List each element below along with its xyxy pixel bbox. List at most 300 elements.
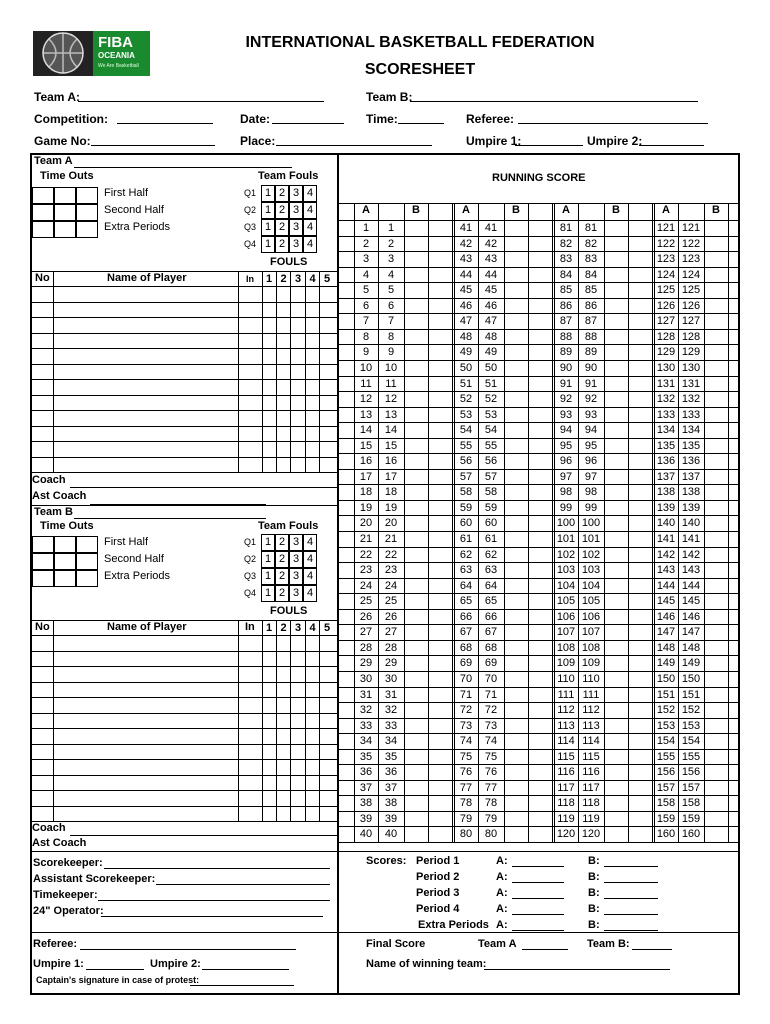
score-b-cell[interactable]: 155 — [681, 750, 701, 763]
score-b-cell[interactable]: 13 — [384, 408, 398, 421]
score-a-cell[interactable]: 74 — [459, 735, 473, 748]
score-a-cell[interactable]: 158 — [656, 797, 676, 810]
period-a-field[interactable] — [512, 930, 564, 931]
score-b-cell[interactable]: 74 — [484, 735, 498, 748]
score-a-cell[interactable]: 156 — [656, 766, 676, 779]
score-b-cell[interactable]: 80 — [484, 828, 498, 841]
score-a-cell[interactable]: 72 — [459, 704, 473, 717]
period-b-field[interactable] — [604, 898, 658, 899]
score-b-cell[interactable]: 150 — [681, 672, 701, 685]
score-a-cell[interactable]: 30 — [359, 672, 373, 685]
timekeeper-field[interactable] — [98, 900, 330, 901]
score-b-cell[interactable]: 11 — [385, 377, 397, 390]
score-b-cell[interactable]: 126 — [681, 299, 701, 312]
score-a-cell[interactable]: 67 — [459, 626, 473, 639]
score-b-cell[interactable]: 148 — [681, 641, 701, 654]
score-a-cell[interactable]: 45 — [459, 284, 473, 297]
score-a-cell[interactable]: 55 — [459, 439, 473, 452]
team-b-team-foul-cell[interactable]: 2 — [275, 585, 289, 602]
score-a-cell[interactable]: 71 — [459, 688, 473, 701]
score-b-cell[interactable]: 52 — [484, 393, 498, 406]
score-a-cell[interactable]: 134 — [656, 424, 676, 437]
score-a-cell[interactable]: 76 — [459, 766, 473, 779]
score-a-cell[interactable]: 121 — [656, 222, 676, 234]
score-b-cell[interactable]: 118 — [582, 797, 600, 810]
team-b-timeout-box[interactable] — [54, 570, 76, 587]
team-a-team-foul-cell[interactable]: 2 — [275, 185, 289, 202]
score-b-cell[interactable]: 140 — [681, 517, 701, 530]
score-a-cell[interactable]: 13 — [359, 408, 373, 421]
score-b-cell[interactable]: 55 — [484, 439, 498, 452]
score-a-cell[interactable]: 31 — [359, 688, 373, 701]
team-b-timeout-box[interactable] — [54, 536, 76, 553]
team-b-timeout-box[interactable] — [76, 570, 98, 587]
score-a-cell[interactable]: 160 — [656, 828, 676, 841]
score-a-cell[interactable]: 131 — [656, 377, 676, 390]
score-b-cell[interactable]: 4 — [387, 268, 395, 281]
score-b-cell[interactable]: 95 — [584, 439, 598, 452]
score-a-cell[interactable]: 148 — [656, 641, 676, 654]
score-b-cell[interactable]: 72 — [484, 704, 498, 717]
score-b-cell[interactable]: 157 — [681, 781, 701, 794]
score-b-cell[interactable]: 138 — [681, 486, 701, 499]
score-b-cell[interactable]: 67 — [484, 626, 498, 639]
score-b-cell[interactable]: 121 — [681, 222, 701, 234]
team-b-player-row[interactable] — [30, 697, 338, 712]
score-a-cell[interactable]: 118 — [557, 797, 575, 810]
score-a-cell[interactable]: 77 — [459, 781, 473, 794]
score-b-cell[interactable]: 27 — [384, 626, 398, 639]
score-b-cell[interactable]: 1 — [387, 222, 395, 234]
score-b-cell[interactable]: 147 — [681, 626, 701, 639]
score-a-cell[interactable]: 68 — [459, 641, 473, 654]
score-a-cell[interactable]: 157 — [656, 781, 676, 794]
score-a-cell[interactable]: 88 — [559, 330, 573, 343]
score-a-cell[interactable]: 11 — [360, 377, 372, 390]
score-b-cell[interactable]: 128 — [681, 330, 701, 343]
team-b-player-row[interactable] — [30, 806, 338, 821]
score-a-cell[interactable]: 123 — [656, 253, 676, 266]
team-a-team-foul-cell[interactable]: 1 — [261, 219, 275, 236]
score-b-cell[interactable]: 112 — [582, 704, 600, 717]
score-b-cell[interactable]: 70 — [484, 672, 498, 685]
score-b-cell[interactable]: 129 — [681, 346, 701, 359]
score-b-cell[interactable]: 14 — [384, 424, 398, 437]
score-a-cell[interactable]: 128 — [656, 330, 676, 343]
score-a-cell[interactable]: 154 — [656, 735, 676, 748]
game-no-field[interactable] — [91, 145, 215, 146]
score-b-cell[interactable]: 158 — [681, 797, 701, 810]
score-a-cell[interactable]: 132 — [656, 393, 676, 406]
score-b-cell[interactable]: 65 — [484, 595, 498, 608]
score-b-cell[interactable]: 108 — [581, 641, 601, 654]
team-b-team-foul-cell[interactable]: 3 — [289, 551, 303, 568]
score-b-cell[interactable]: 132 — [681, 393, 701, 406]
score-a-cell[interactable]: 81 — [559, 222, 573, 234]
team-b-timeout-box[interactable] — [32, 570, 54, 587]
score-b-cell[interactable]: 64 — [484, 579, 498, 592]
score-b-cell[interactable]: 87 — [584, 315, 598, 328]
score-b-cell[interactable]: 45 — [484, 284, 498, 297]
score-a-cell[interactable]: 65 — [459, 595, 473, 608]
team-a-name-field[interactable] — [74, 167, 292, 168]
score-a-cell[interactable]: 64 — [459, 579, 473, 592]
score-a-cell[interactable]: 114 — [557, 735, 575, 748]
score-b-cell[interactable]: 19 — [384, 501, 398, 514]
umpire2-field[interactable] — [639, 145, 704, 146]
score-a-cell[interactable]: 57 — [459, 470, 473, 483]
team-b-player-row[interactable] — [30, 775, 338, 790]
team-a-team-foul-cell[interactable]: 1 — [261, 202, 275, 219]
score-b-cell[interactable]: 145 — [681, 595, 701, 608]
team-a-player-row[interactable] — [30, 302, 338, 317]
score-a-cell[interactable]: 32 — [359, 704, 373, 717]
score-a-cell[interactable]: 33 — [359, 719, 373, 732]
score-a-cell[interactable]: 21 — [359, 533, 373, 545]
period-a-field[interactable] — [512, 866, 564, 867]
score-a-cell[interactable]: 54 — [459, 424, 473, 437]
team-a-team-foul-cell[interactable]: 4 — [303, 202, 317, 219]
team-a-team-foul-cell[interactable]: 4 — [303, 185, 317, 202]
team-b-player-row[interactable] — [30, 728, 338, 743]
score-b-cell[interactable]: 160 — [681, 828, 701, 841]
score-a-cell[interactable]: 99 — [559, 501, 573, 514]
score-a-cell[interactable]: 83 — [559, 253, 573, 266]
score-b-cell[interactable]: 99 — [584, 501, 598, 514]
score-b-cell[interactable]: 115 — [582, 750, 600, 763]
score-a-cell[interactable]: 143 — [656, 564, 676, 577]
score-b-cell[interactable]: 136 — [681, 455, 701, 468]
score-b-cell[interactable]: 40 — [384, 828, 398, 841]
score-a-cell[interactable]: 109 — [556, 657, 576, 670]
team-a-timeout-box[interactable] — [32, 187, 54, 204]
score-b-cell[interactable]: 142 — [681, 548, 701, 561]
score-a-cell[interactable]: 39 — [359, 812, 373, 825]
score-a-cell[interactable]: 142 — [656, 548, 676, 561]
score-a-cell[interactable]: 119 — [557, 812, 575, 825]
score-b-cell[interactable]: 35 — [384, 750, 398, 763]
score-b-cell[interactable]: 103 — [581, 564, 601, 577]
score-b-cell[interactable]: 134 — [681, 424, 701, 437]
score-a-cell[interactable]: 22 — [359, 548, 373, 561]
score-a-cell[interactable]: 42 — [459, 237, 473, 250]
score-a-cell[interactable]: 130 — [656, 361, 676, 374]
time-field[interactable] — [398, 123, 444, 124]
team-b-name-field[interactable] — [74, 518, 266, 519]
score-b-cell[interactable]: 20 — [384, 517, 398, 530]
score-a-cell[interactable]: 26 — [359, 610, 373, 623]
score-b-cell[interactable]: 9 — [387, 346, 395, 359]
period-a-field[interactable] — [512, 882, 564, 883]
score-b-cell[interactable]: 120 — [581, 828, 601, 841]
team-b-team-foul-cell[interactable]: 2 — [275, 551, 289, 568]
score-b-cell[interactable]: 21 — [384, 533, 398, 545]
score-b-cell[interactable]: 61 — [484, 533, 498, 545]
score-b-cell[interactable]: 124 — [681, 268, 701, 281]
score-a-cell[interactable]: 17 — [359, 470, 373, 483]
date-field[interactable] — [272, 123, 344, 124]
score-a-cell[interactable]: 51 — [459, 377, 473, 390]
score-b-cell[interactable]: 50 — [484, 361, 498, 374]
score-b-cell[interactable]: 59 — [484, 501, 498, 514]
score-b-cell[interactable]: 144 — [681, 579, 701, 592]
team-a-team-foul-cell[interactable]: 4 — [303, 219, 317, 236]
score-b-cell[interactable]: 119 — [582, 812, 600, 825]
score-b-cell[interactable]: 149 — [681, 657, 701, 670]
score-a-cell[interactable]: 108 — [556, 641, 576, 654]
score-a-cell[interactable]: 152 — [656, 704, 676, 717]
score-b-cell[interactable]: 156 — [681, 766, 701, 779]
score-a-cell[interactable]: 117 — [557, 781, 575, 794]
score-a-cell[interactable]: 61 — [459, 533, 473, 545]
team-a-timeout-box[interactable] — [32, 221, 54, 238]
score-b-cell[interactable]: 38 — [384, 797, 398, 810]
score-a-cell[interactable]: 110 — [557, 672, 575, 685]
score-b-cell[interactable]: 153 — [681, 719, 701, 732]
period-b-field[interactable] — [604, 914, 658, 915]
period-b-field[interactable] — [604, 882, 658, 883]
score-a-cell[interactable]: 122 — [656, 237, 676, 250]
score-a-cell[interactable]: 106 — [556, 610, 576, 623]
score-a-cell[interactable]: 15 — [359, 439, 373, 452]
score-a-cell[interactable]: 87 — [559, 315, 573, 328]
score-b-cell[interactable]: 46 — [484, 299, 498, 312]
score-a-cell[interactable]: 137 — [656, 470, 676, 483]
score-a-cell[interactable]: 90 — [559, 361, 573, 374]
team-a-team-foul-cell[interactable]: 3 — [289, 202, 303, 219]
score-b-cell[interactable]: 90 — [584, 361, 598, 374]
team-b-timeout-box[interactable] — [76, 553, 98, 570]
score-a-cell[interactable]: 98 — [559, 486, 573, 499]
team-a-team-foul-cell[interactable]: 1 — [261, 236, 275, 253]
score-a-cell[interactable]: 96 — [559, 455, 573, 468]
score-a-cell[interactable]: 40 — [359, 828, 373, 841]
score-a-cell[interactable]: 153 — [656, 719, 676, 732]
score-b-cell[interactable]: 101 — [581, 533, 601, 545]
team-a-player-row[interactable] — [30, 441, 338, 456]
score-a-cell[interactable]: 60 — [459, 517, 473, 530]
umpire1-sign-field[interactable] — [86, 969, 144, 970]
team-b-field[interactable] — [410, 101, 698, 102]
score-b-cell[interactable]: 58 — [484, 486, 498, 499]
score-b-cell[interactable]: 2 — [387, 237, 395, 250]
score-b-cell[interactable]: 25 — [384, 595, 398, 608]
score-b-cell[interactable]: 57 — [484, 470, 498, 483]
score-a-cell[interactable]: 91 — [559, 377, 573, 390]
score-b-cell[interactable]: 130 — [681, 361, 701, 374]
score-b-cell[interactable]: 44 — [484, 268, 498, 281]
score-a-cell[interactable]: 104 — [556, 579, 576, 592]
score-b-cell[interactable]: 29 — [384, 657, 398, 670]
score-a-cell[interactable]: 48 — [459, 330, 473, 343]
score-b-cell[interactable]: 127 — [681, 315, 701, 328]
score-a-cell[interactable]: 100 — [556, 517, 576, 530]
score-a-cell[interactable]: 14 — [359, 424, 373, 437]
score-a-cell[interactable]: 19 — [359, 501, 373, 514]
score-b-cell[interactable]: 56 — [484, 455, 498, 468]
score-a-cell[interactable]: 62 — [459, 548, 473, 561]
score-b-cell[interactable]: 91 — [584, 377, 598, 390]
period-a-field[interactable] — [512, 898, 564, 899]
score-a-cell[interactable]: 53 — [459, 408, 473, 421]
team-a-timeout-box[interactable] — [76, 187, 98, 204]
score-a-cell[interactable]: 146 — [656, 610, 676, 623]
score-b-cell[interactable]: 116 — [582, 766, 600, 779]
score-a-cell[interactable]: 41 — [459, 222, 473, 234]
winning-team-field[interactable] — [484, 969, 670, 970]
final-team-b-field[interactable] — [632, 949, 672, 950]
team-b-player-row[interactable] — [30, 651, 338, 666]
team-b-player-row[interactable] — [30, 666, 338, 681]
score-b-cell[interactable]: 24 — [384, 579, 398, 592]
score-b-cell[interactable]: 113 — [582, 719, 600, 732]
team-b-player-row[interactable] — [30, 759, 338, 774]
score-a-cell[interactable]: 107 — [556, 626, 576, 639]
team-a-player-row[interactable] — [30, 348, 338, 363]
score-a-cell[interactable]: 94 — [559, 424, 573, 437]
score-b-cell[interactable]: 78 — [484, 797, 498, 810]
score-a-cell[interactable]: 52 — [459, 393, 473, 406]
team-a-coach-field[interactable] — [70, 487, 337, 488]
place-field[interactable] — [276, 145, 432, 146]
score-a-cell[interactable]: 112 — [557, 704, 575, 717]
score-b-cell[interactable]: 17 — [384, 470, 398, 483]
score-a-cell[interactable]: 85 — [559, 284, 573, 297]
score-b-cell[interactable]: 106 — [581, 610, 601, 623]
score-a-cell[interactable]: 24 — [359, 579, 373, 592]
score-a-cell[interactable]: 103 — [556, 564, 576, 577]
assistant-scorekeeper-field[interactable] — [156, 884, 330, 885]
score-b-cell[interactable]: 66 — [484, 610, 498, 623]
score-b-cell[interactable]: 68 — [484, 641, 498, 654]
score-a-cell[interactable]: 2 — [362, 237, 370, 250]
score-a-cell[interactable]: 6 — [362, 299, 370, 312]
score-a-cell[interactable]: 16 — [359, 455, 373, 468]
team-b-player-row[interactable] — [30, 635, 338, 650]
score-a-cell[interactable]: 139 — [656, 501, 676, 514]
team-b-team-foul-cell[interactable]: 1 — [261, 568, 275, 585]
captain-signature-field[interactable] — [190, 985, 294, 986]
score-b-cell[interactable]: 15 — [384, 439, 398, 452]
team-b-team-foul-cell[interactable]: 4 — [303, 534, 317, 551]
score-a-cell[interactable]: 58 — [459, 486, 473, 499]
score-b-cell[interactable]: 8 — [387, 330, 395, 343]
score-a-cell[interactable]: 145 — [656, 595, 676, 608]
score-a-cell[interactable]: 155 — [656, 750, 676, 763]
team-a-player-row[interactable] — [30, 457, 338, 472]
score-b-cell[interactable]: 47 — [484, 315, 498, 328]
score-b-cell[interactable]: 86 — [584, 299, 598, 312]
score-b-cell[interactable]: 154 — [681, 735, 701, 748]
referee-sign-field[interactable] — [80, 949, 296, 950]
score-b-cell[interactable]: 122 — [681, 237, 701, 250]
score-b-cell[interactable]: 114 — [582, 735, 600, 748]
score-b-cell[interactable]: 105 — [581, 595, 601, 608]
score-a-cell[interactable]: 20 — [359, 517, 373, 530]
team-a-timeout-box[interactable] — [54, 221, 76, 238]
score-b-cell[interactable]: 117 — [582, 781, 600, 794]
score-a-cell[interactable]: 12 — [359, 393, 373, 406]
score-a-cell[interactable]: 92 — [559, 393, 573, 406]
score-b-cell[interactable]: 152 — [681, 704, 701, 717]
score-a-cell[interactable]: 47 — [459, 315, 473, 328]
score-a-cell[interactable]: 129 — [656, 346, 676, 359]
score-b-cell[interactable]: 83 — [584, 253, 598, 266]
score-b-cell[interactable]: 151 — [681, 688, 701, 701]
score-a-cell[interactable]: 23 — [359, 564, 373, 577]
score-b-cell[interactable]: 26 — [384, 610, 398, 623]
referee-field[interactable] — [518, 123, 708, 124]
score-a-cell[interactable]: 89 — [559, 346, 573, 359]
score-a-cell[interactable]: 97 — [559, 470, 573, 483]
score-a-cell[interactable]: 113 — [557, 719, 575, 732]
score-b-cell[interactable]: 32 — [384, 704, 398, 717]
score-b-cell[interactable]: 62 — [484, 548, 498, 561]
team-b-coach-field[interactable] — [70, 835, 337, 836]
team-a-player-row[interactable] — [30, 364, 338, 379]
score-b-cell[interactable]: 10 — [384, 361, 398, 374]
team-b-timeout-box[interactable] — [54, 553, 76, 570]
score-a-cell[interactable]: 147 — [656, 626, 676, 639]
score-a-cell[interactable]: 144 — [656, 579, 676, 592]
score-a-cell[interactable]: 34 — [359, 735, 373, 748]
team-a-team-foul-cell[interactable]: 2 — [275, 202, 289, 219]
score-b-cell[interactable]: 43 — [484, 253, 498, 266]
score-b-cell[interactable]: 73 — [484, 719, 498, 732]
team-a-player-row[interactable] — [30, 395, 338, 410]
score-a-cell[interactable]: 136 — [656, 455, 676, 468]
score-b-cell[interactable]: 139 — [681, 501, 701, 514]
period-a-field[interactable] — [512, 914, 564, 915]
score-b-cell[interactable]: 76 — [484, 766, 498, 779]
score-b-cell[interactable]: 49 — [484, 346, 498, 359]
final-team-a-field[interactable] — [522, 949, 568, 950]
score-b-cell[interactable]: 125 — [681, 284, 701, 297]
score-b-cell[interactable]: 159 — [681, 812, 701, 825]
period-b-field[interactable] — [604, 930, 658, 931]
team-a-player-row[interactable] — [30, 379, 338, 394]
score-b-cell[interactable]: 54 — [484, 424, 498, 437]
score-a-cell[interactable]: 38 — [359, 797, 373, 810]
score-a-cell[interactable]: 82 — [559, 237, 573, 250]
score-b-cell[interactable]: 7 — [387, 315, 395, 328]
team-a-team-foul-cell[interactable]: 3 — [289, 219, 303, 236]
score-b-cell[interactable]: 143 — [681, 564, 701, 577]
team-a-team-foul-cell[interactable]: 2 — [275, 236, 289, 253]
team-a-timeout-box[interactable] — [32, 204, 54, 221]
score-a-cell[interactable]: 29 — [359, 657, 373, 670]
team-b-player-row[interactable] — [30, 790, 338, 805]
score-a-cell[interactable]: 93 — [559, 408, 573, 421]
score-a-cell[interactable]: 86 — [559, 299, 573, 312]
team-b-team-foul-cell[interactable]: 1 — [261, 585, 275, 602]
score-a-cell[interactable]: 115 — [557, 750, 575, 763]
operator-field[interactable] — [101, 916, 323, 917]
score-a-cell[interactable]: 102 — [556, 548, 576, 561]
team-b-team-foul-cell[interactable]: 1 — [261, 534, 275, 551]
team-a-team-foul-cell[interactable]: 2 — [275, 219, 289, 236]
team-a-timeout-box[interactable] — [54, 187, 76, 204]
score-a-cell[interactable]: 133 — [656, 408, 676, 421]
score-a-cell[interactable]: 70 — [459, 672, 473, 685]
team-b-team-foul-cell[interactable]: 3 — [289, 585, 303, 602]
score-b-cell[interactable]: 37 — [384, 781, 398, 794]
scorekeeper-field[interactable] — [104, 868, 330, 869]
score-b-cell[interactable]: 23 — [384, 564, 398, 577]
score-a-cell[interactable]: 159 — [656, 812, 676, 825]
team-a-team-foul-cell[interactable]: 4 — [303, 236, 317, 253]
score-a-cell[interactable]: 78 — [459, 797, 473, 810]
